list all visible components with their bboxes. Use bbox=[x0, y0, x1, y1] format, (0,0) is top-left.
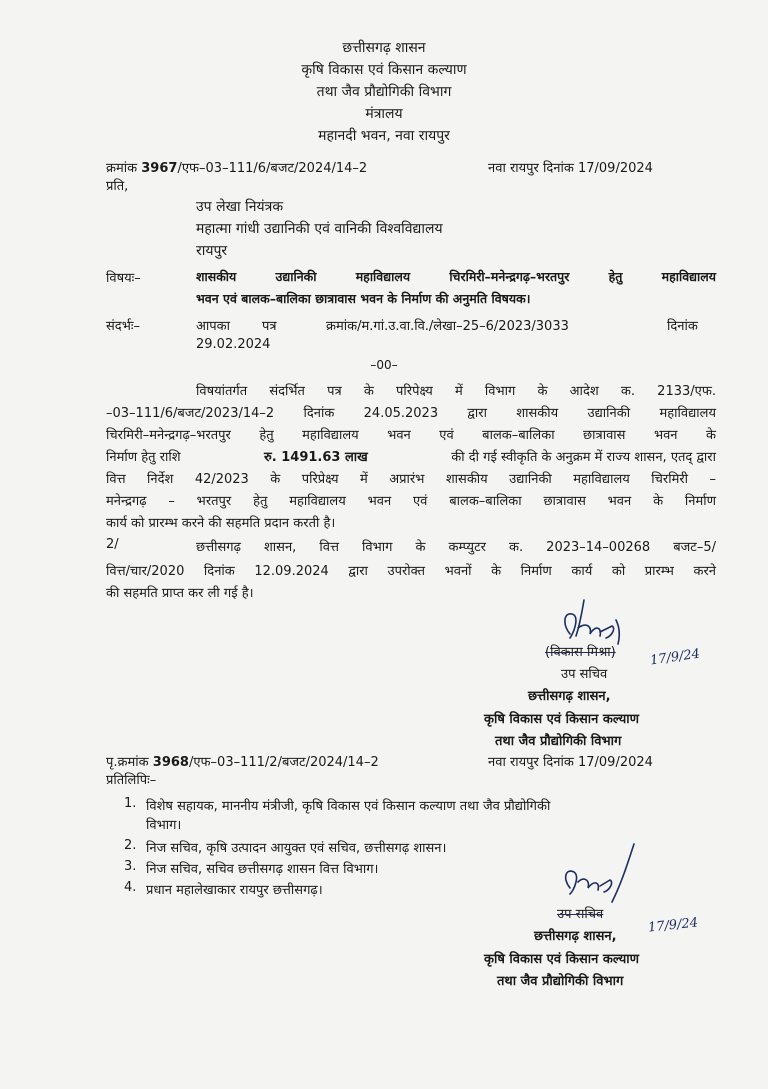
signature-2-scribble bbox=[552, 842, 642, 912]
copy-label: प्रतिलिपिः– bbox=[106, 773, 157, 788]
ref-label: क्रमांक bbox=[106, 161, 138, 176]
signature-2-date: 17/9/24 bbox=[647, 915, 699, 936]
signatory-2-dept: कृषि विकास एवं किसान कल्याण bbox=[484, 952, 640, 967]
ref2-line bbox=[106, 752, 379, 770]
signatory-2-govt: छत्तीसगढ़ शासन, bbox=[534, 929, 617, 944]
ref-date-block bbox=[488, 158, 653, 176]
ref2-date: 17/09/2024 bbox=[577, 755, 653, 770]
reference-date: 29.02.2024 bbox=[196, 337, 271, 352]
ref-number: 3967 bbox=[141, 161, 178, 176]
addressee-line-3: रायपुर bbox=[196, 243, 228, 259]
para1-line-1: विषयांतर्गत संदर्भित पत्र के परिपेक्ष्य में विभाग के आदेश क. 2133/एफ. bbox=[196, 384, 716, 399]
separator: –00– bbox=[370, 358, 398, 372]
ref2-label: पृ.क्रमांक bbox=[106, 755, 149, 770]
signatory-1-govt: छत्तीसगढ़ शासन, bbox=[528, 689, 611, 704]
amount: रु. 1491.63 लाख bbox=[264, 450, 368, 465]
prati-label: प्रति, bbox=[106, 179, 129, 194]
signatory-1-dept: कृषि विकास एवं किसान कल्याण bbox=[484, 712, 640, 727]
subject-line-1: शासकीय उद्यानिकी महाविद्यालय चिरमिरी–मनेन्द्रगढ़–भरतपुर हेतु महाविद्यालय bbox=[196, 269, 716, 284]
copy-item-number: 2. bbox=[124, 838, 137, 853]
reference-letter-number: क्रमांक/म.गां.उ.वा.वि./लेखा–25–6/2023/3033 bbox=[326, 319, 569, 334]
reference-label: संदर्भः– bbox=[106, 319, 140, 334]
para1-line-4-b: की दी गई स्वीकृति के अनुक्रम में राज्य शासन, एतद् द्वारा bbox=[451, 450, 716, 465]
ref2-place-date-label: नवा रायपुर दिनांक bbox=[488, 755, 574, 770]
ref-code: /एफ–03–111/6/बजट/2024/14–2 bbox=[177, 161, 368, 176]
subject-label: विषयः– bbox=[106, 271, 141, 286]
copy-item-number: 4. bbox=[124, 880, 137, 895]
para2-line-3: की सहमति प्राप्त कर ली गई है। bbox=[106, 586, 254, 601]
header-ministry: मंत्रालय bbox=[365, 106, 403, 122]
header-dept-2: तथा जैव प्रौद्योगिकी विभाग bbox=[316, 84, 452, 100]
reference-word-date: दिनांक bbox=[667, 319, 698, 334]
para1-line-5: वित्त निर्देश 42/2023 के परिप्रेक्ष्य में अप्रारंभ शासकीय उद्यानिकी महाविद्यालय चिरमिरी – bbox=[106, 472, 716, 487]
addressee-line-2: महात्मा गांधी उद्यानिकी एवं वानिकी विश्वविद्यालय bbox=[196, 221, 443, 237]
copy-item-1: विशेष सहायक, माननीय मंत्रीजी, कृषि विकास एवं किसान कल्याण तथा जैव प्रौद्योगिकी bbox=[146, 799, 551, 814]
copy-item-number: 3. bbox=[124, 859, 137, 874]
ref2-number: 3968 bbox=[152, 755, 189, 770]
signatory-1-dept-2: तथा जैव प्रौद्योगिकी विभाग bbox=[495, 734, 622, 749]
signatory-1-name: (विकास मिश्रा) bbox=[545, 645, 616, 660]
para1-line-7: कार्य को प्रारम्भ करने की सहमति प्रदान करती है। bbox=[106, 516, 336, 531]
ref-date: 17/09/2024 bbox=[577, 161, 653, 176]
copy-item-2: निज सचिव, कृषि उत्पादन आयुक्त एवं सचिव, छत्तीसगढ़ शासन। bbox=[146, 841, 447, 856]
copy-item-number: 1. bbox=[124, 796, 137, 811]
para1-line-6: मनेन्द्रगढ़ – भरतपुर हेतु महाविद्यालय भवन एवं बालक–बालिका छात्रावास भवन के निर्माण bbox=[106, 494, 716, 509]
signatory-2-dept-2: तथा जैव प्रौद्योगिकी विभाग bbox=[497, 974, 624, 989]
signatory-2-title: उप सचिव bbox=[557, 907, 604, 922]
header-dept: कृषि विकास एवं किसान कल्याण bbox=[301, 62, 467, 78]
ref2-date-block bbox=[488, 752, 653, 770]
copy-item-1-cont: विभाग। bbox=[146, 818, 182, 833]
copy-item-3: निज सचिव, सचिव छत्तीसगढ़ शासन वित्त विभाग। bbox=[146, 862, 379, 877]
para2-line-2: वित्त/चार/2020 दिनांक 12.09.2024 द्वारा उपरोक्त भवनों के निर्माण कार्य को प्रारम्भ करने bbox=[106, 564, 716, 579]
signatory-1-title: उप सचिव bbox=[561, 667, 608, 682]
ref-place-date-label: नवा रायपुर दिनांक bbox=[488, 161, 574, 176]
reference-word-1: आपका bbox=[196, 319, 231, 334]
para1-line-3: चिरमिरी–मनेन्द्रगढ़–भरतपुर हेतु महाविद्यालय भवन एवं बालक–बालिका छात्रावास भवन के bbox=[106, 428, 716, 443]
ref-line bbox=[106, 158, 367, 176]
addressee-line-1: उप लेखा नियंत्रक bbox=[196, 199, 284, 215]
subject-line-2: भवन एवं बालक–बालिका छात्रावास भवन के निर्माण की अनुमति विषयक। bbox=[196, 291, 531, 306]
signature-1-date: 17/9/24 bbox=[649, 646, 701, 669]
para1-line-4 bbox=[106, 447, 716, 465]
para1-line-2: –03–111/6/बजट/2023/14–2 दिनांक 24.05.2023 द्वारा शासकीय उद्यानिकी महाविद्यालय bbox=[106, 406, 716, 421]
para2-line-1: छत्तीसगढ़ शासन, वित्त विभाग के कम्प्युटर क. 2023–14–00268 बजट–5/ bbox=[196, 540, 716, 555]
copy-item-4: प्रधान महालेखाकार रायपुर छत्तीसगढ़। bbox=[146, 883, 323, 898]
para1-line-4-a: निर्माण हेतु राशि bbox=[106, 450, 181, 465]
para2-number: 2/ bbox=[106, 537, 119, 552]
reference-word-2: पत्र bbox=[262, 319, 277, 334]
ref2-code: /एफ–03–111/2/बजट/2024/14–2 bbox=[188, 755, 379, 770]
header-address: महानदी भवन, नवा रायपुर bbox=[318, 128, 450, 144]
header-govt: छत्तीसगढ़ शासन bbox=[342, 40, 426, 56]
